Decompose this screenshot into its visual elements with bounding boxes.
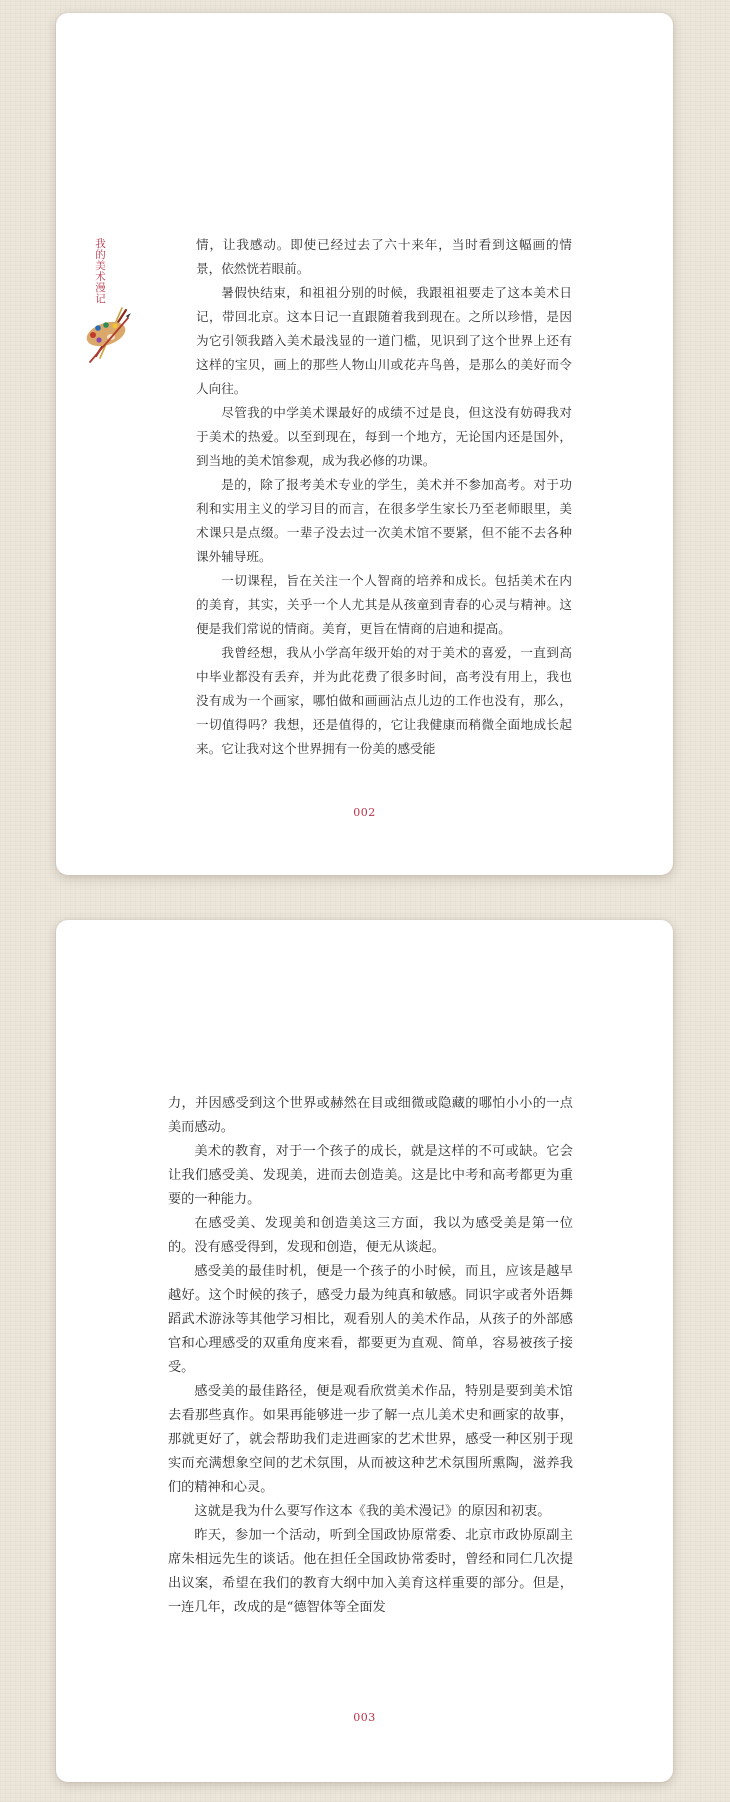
body-text: [168, 1092, 573, 1620]
paragraph: 昨天，参加一个活动，听到全国政协原常委、北京市政协原副主席朱相远先生的谈话。他在担任全国政协常委时，曾经和同仁几次提出议案，希望在我们的教育大纲中加入美育这样重要的部分。但是，一连几年，改成的是“德智体等全面发: [168, 1528, 573, 1615]
paragraph: 我曾经想，我从小学高年级开始的对于美术的喜爱，一直到高中毕业都没有丢弃，并为此花费了很多时间，高考没有用上，我也没有成为一个画家，哪怕做和画画沾点儿边的工作也没有，那么，一切值得吗？我想，还是值得的，它让我健康而稍微全面地成长起来。它让我对这个世界拥有一份美的感受能: [196, 645, 572, 756]
page-number: 002: [353, 806, 376, 819]
paragraph: 感受美的最佳时机，便是一个孩子的小时候，而且，应该是越早越好。这个时候的孩子，感受力最为纯真和敏感。同识字或者外语舞蹈武术游泳等其他学习相比，观看别人的美术作品，从孩子的外部感官和心理感受的双重角度来看，都要更为直观、简单，容易被孩子接受。: [168, 1264, 573, 1375]
book-page-002: [56, 13, 673, 875]
page-number: 003: [353, 1711, 376, 1724]
paragraph: 情，让我感动。即使已经过去了六十来年，当时看到这幅画的情景，依然恍若眼前。: [196, 237, 572, 276]
vertical-book-title: 我的美术漫记: [94, 238, 106, 304]
book-page-003: [56, 920, 673, 1782]
paragraph: 美术的教育，对于一个孩子的成长，就是这样的不可或缺。它会让我们感受美、发现美，进而去创造美。这是比中考和高考都更为重要的一种能力。: [168, 1144, 573, 1207]
book-title-mark: [84, 238, 134, 378]
paragraph: 力，并因感受到这个世界或赫然在目或细微或隐藏的哪怕小小的一点美而感动。: [168, 1096, 573, 1135]
paragraph: 感受美的最佳路径，便是观看欣赏美术作品，特别是要到美术馆去看那些真作。如果再能够进一步了解一点儿美术史和画家的故事，那就更好了，就会帮助我们走进画家的艺术世界，感受一种区别于现实而充满想象空间的艺术氛围，从而被这种艺术氛围所熏陶，滋养我们的精神和心灵。: [168, 1384, 573, 1495]
paragraph: 暑假快结束，和祖祖分别的时候，我跟祖祖要走了这本美术日记，带回北京。这本日记一直跟随着我到现在。之所以珍惜，是因为它引领我踏入美术最浅显的一道门槛，见识到了这个世界上还有这样的宝贝，画上的那些人物山川或花卉鸟兽，是那么的美好而令人向往。: [196, 285, 572, 396]
paint-palette-icon: [84, 304, 134, 364]
body-text: [196, 233, 572, 761]
paragraph: 是的，除了报考美术专业的学生，美术并不参加高考。对于功利和实用主义的学习目的而言，在很多学生家长乃至老师眼里，美术课只是点缀。一辈子没去过一次美术馆不要紧，但不能不去各种课外辅导班。: [196, 477, 572, 564]
paragraph: 尽管我的中学美术课最好的成绩不过是良，但这没有妨碍我对于美术的热爱。以至到现在，每到一个地方，无论国内还是国外，到当地的美术馆参观，成为我必修的功课。: [196, 405, 572, 468]
paragraph: 在感受美、发现美和创造美这三方面，我以为感受美是第一位的。没有感受得到，发现和创造，便无从谈起。: [168, 1216, 573, 1255]
paragraph: 这就是我为什么要写作这本《我的美术漫记》的原因和初衷。: [194, 1504, 551, 1519]
paragraph: 一切课程，旨在关注一个人智商的培养和成长。包括美术在内的美育，其实，关乎一个人尤其是从孩童到青春的心灵与精神。这便是我们常说的情商。美育，更旨在情商的启迪和提高。: [196, 573, 572, 636]
